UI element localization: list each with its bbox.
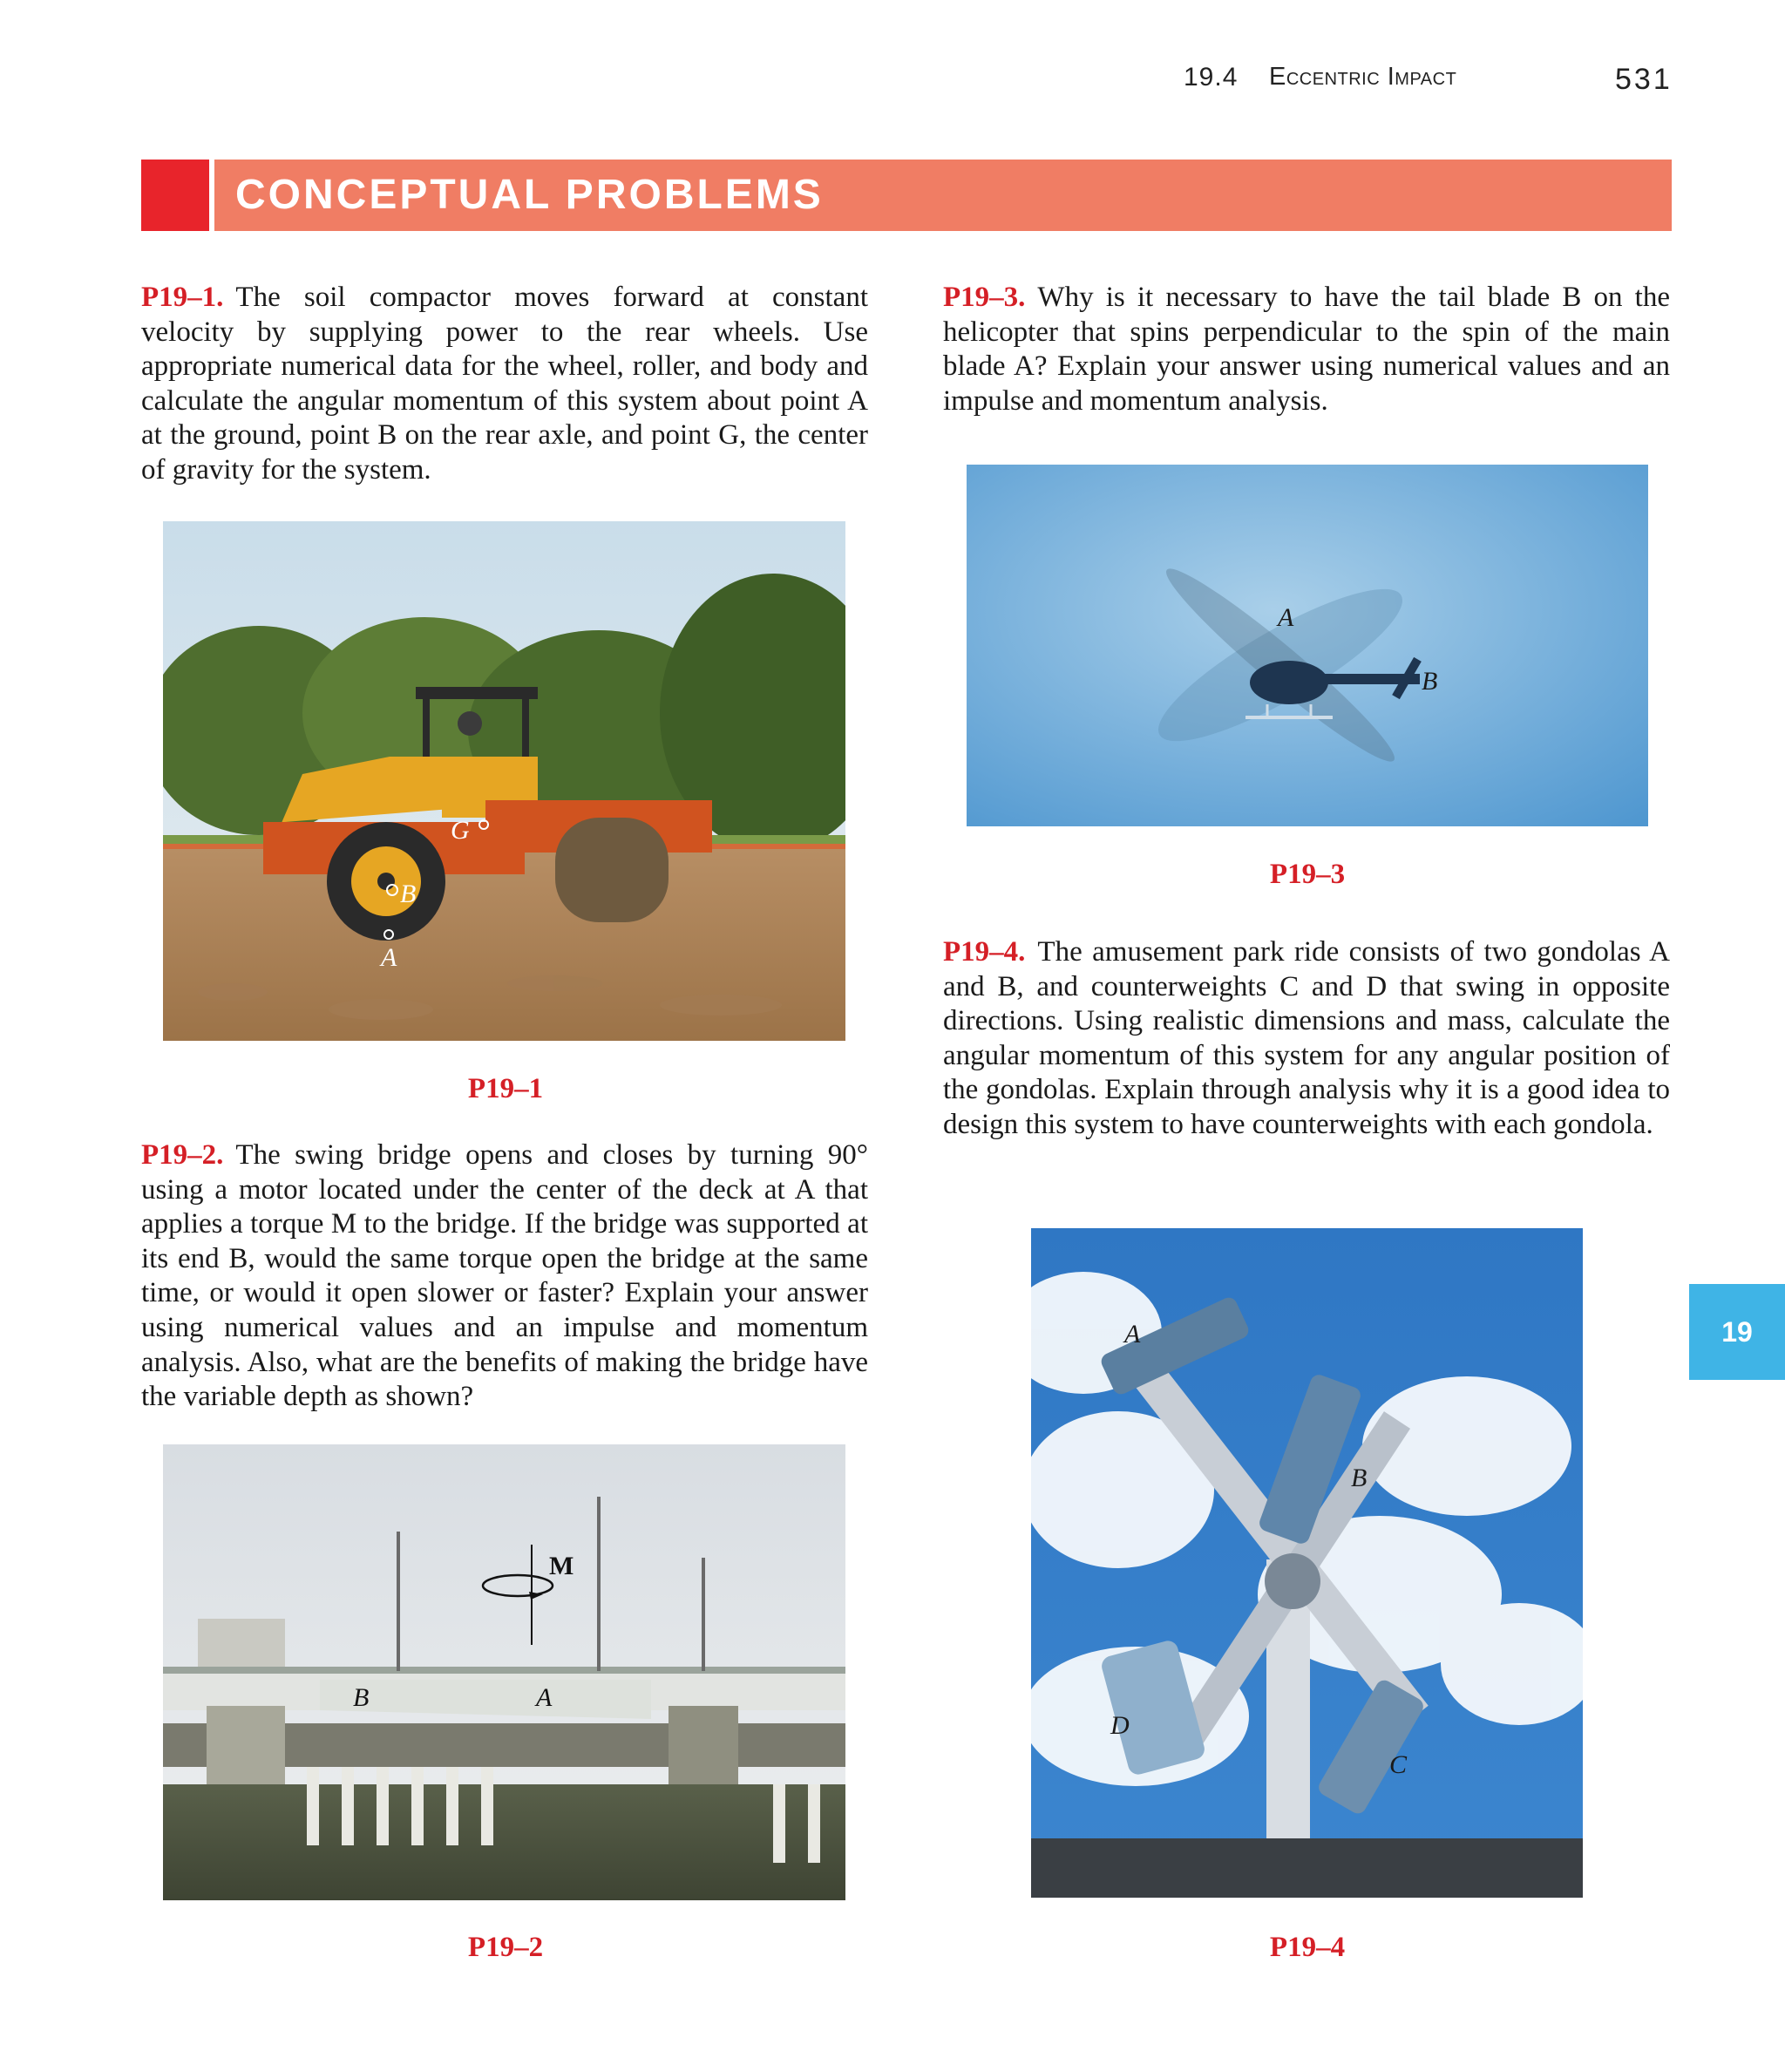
problem-p19-1 (141, 281, 868, 488)
chapter-thumb-tab (1689, 1284, 1785, 1380)
problem-p19-4 (943, 935, 1670, 1143)
chapter-number: 19 (1721, 1315, 1753, 1348)
amusement-ride-illustration (1031, 1228, 1583, 1898)
figure-caption-p19-3: P19–3 (1269, 859, 1346, 890)
figure-label-b: B (353, 1683, 370, 1712)
figure-caption-p19-1: P19–1 (467, 1073, 544, 1104)
figure-label-g: G (451, 816, 470, 845)
problem-number: P19–4. (943, 936, 1026, 968)
helicopter-illustration (967, 465, 1648, 826)
problem-p19-3 (943, 281, 1670, 418)
figure-label-b: B (1351, 1464, 1368, 1492)
photo-soil-compactor (163, 521, 845, 1041)
problem-number: P19–3. (943, 282, 1026, 313)
swing-bridge-illustration (163, 1444, 845, 1900)
figure-caption-p19-4: P19–4 (1269, 1932, 1346, 1963)
figure-label-a: A (1124, 1320, 1141, 1348)
soil-compactor-illustration (163, 521, 845, 1041)
figure-label-b: B (400, 880, 417, 908)
photo-amusement-ride (1031, 1228, 1583, 1898)
problem-text: The amusement park ride consists of two gondolas A and B, and counterweights C and D that swing in opposite directions. Using realistic dimensions and mass, calculate the angular momentum of this system for any angular position of the gondolas. Explain through analysis why it is a good idea to design this system to have counterweights with each gondola. (943, 936, 1670, 1140)
figure-label-d: D (1110, 1711, 1130, 1740)
banner-accent-block (141, 160, 209, 231)
problem-text: The swing bridge opens and closes by turning 90° using a motor located under the center of the deck at A that applies a torque M to the bridge. If the bridge was supported at its end B, would the same torque open the bridge at the same time, or would it open slower or faster? Explain your answer using numerical values and an impulse and momentum analysis. Also, what are the benefits of making the bridge have the variable depth as shown? (141, 1139, 868, 1413)
section-number: 19.4 (1184, 63, 1239, 92)
photo-helicopter (967, 465, 1648, 826)
figure-label-a: A (1278, 603, 1294, 632)
figure-label-a: A (381, 943, 397, 972)
page-number: 531 (1615, 63, 1673, 96)
problem-text: The soil compactor moves forward at constant velocity by supplying power to the rear wheels. Use appropriate numerical data for the wheel, roller, and body and calculate the angular momentum of this system about point A at the ground, point B on the rear axle, and point G, the center of gravity for the system. (141, 282, 868, 486)
section-title: Eccentric Impact (1269, 63, 1457, 91)
figure-label-c: C (1389, 1750, 1408, 1779)
problem-number: P19–2. (141, 1139, 224, 1171)
figure-label-a: A (536, 1683, 553, 1712)
figure-caption-p19-2: P19–2 (467, 1932, 544, 1963)
banner-title: CONCEPTUAL PROBLEMS (235, 172, 824, 218)
problem-number: P19–1. (141, 282, 224, 313)
figure-label-m: M (549, 1552, 574, 1580)
problem-p19-2 (141, 1138, 868, 1415)
photo-swing-bridge (163, 1444, 845, 1900)
figure-label-b: B (1422, 667, 1438, 696)
problem-text: Why is it necessary to have the tail blade B on the helicopter that spins perpendicular to the spin of the main blade A? Explain your answer using numerical values and an impulse and momentum analysis. (943, 282, 1670, 417)
